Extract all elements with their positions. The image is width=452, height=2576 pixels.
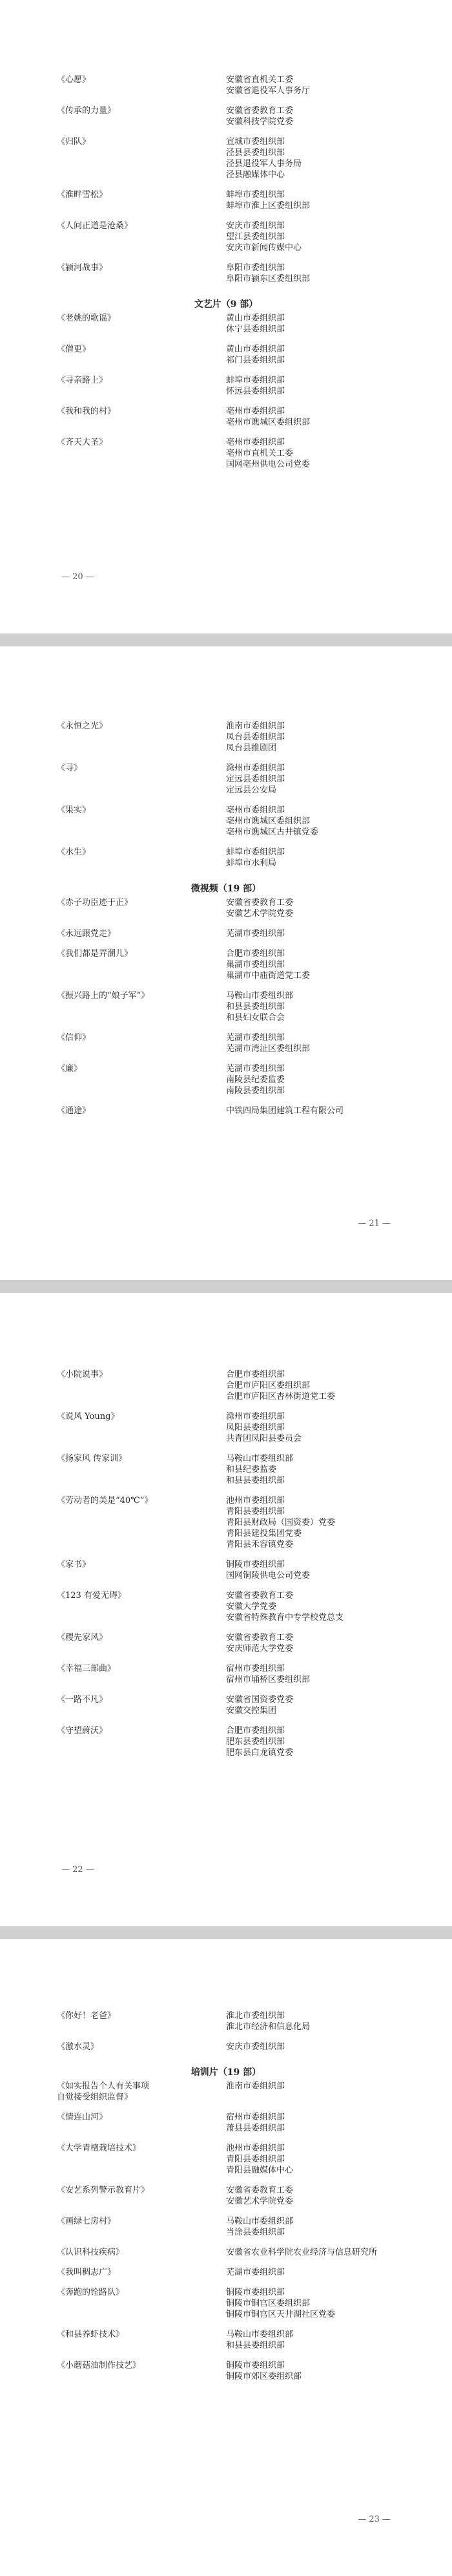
producing-organizations	[226, 1694, 433, 1716]
organization-name: 青阳县建投集团党委	[226, 1529, 302, 1538]
organization-name: 亳州市委组织部	[226, 407, 285, 416]
organization-name: 安徽省退役军人事务厅	[226, 86, 311, 96]
film-title: 《守望蔚沃》	[57, 1726, 108, 1736]
film-title: 《情连山河》	[57, 2113, 108, 2122]
organization-name: 安徽省委教育工委	[226, 2186, 294, 2195]
organization-name: 青阳县禾容镇党委	[226, 1540, 294, 1549]
film-title: 《劳动者的美是“40℃”》	[57, 1496, 153, 1506]
organization-name: 芜湖市委组织部	[226, 929, 285, 939]
page-number: — 23 —	[358, 2515, 391, 2524]
producing-organizations	[226, 1495, 433, 1550]
organization-name: 马鞍山市委组织部	[226, 1454, 294, 1464]
organization-name: 巢湖市中庙街道党工委	[226, 971, 311, 981]
organization-name: 安徽大学党委	[226, 1602, 277, 1612]
organization-name: 国网亳州供电公司党委	[226, 460, 311, 469]
organization-name: 和县县委组织部	[226, 1476, 285, 1485]
producing-organizations	[226, 2143, 433, 2176]
film-title: 《老姚的歌谣》	[57, 314, 116, 323]
organization-name: 望江县委组织部	[226, 232, 285, 242]
organization-name: 当涂县委组织部	[226, 2228, 285, 2237]
film-title: 《信仰》	[57, 1033, 91, 1043]
organization-name: 亳州市谯城区古井镇党委	[226, 827, 319, 837]
organization-name: 铜陵市委组织部	[226, 2361, 285, 2370]
film-title: 《人间正道是沧桑》	[57, 221, 133, 231]
film-title: 《幸福三部曲》	[57, 1664, 116, 1674]
organization-name: 宿州市埇桥区委组织部	[226, 1675, 311, 1685]
organization-name: 安徽艺术学院党委	[226, 2197, 294, 2206]
producing-organizations	[226, 1063, 433, 1096]
organization-name: 安庆师范大学党委	[226, 1644, 294, 1654]
organization-name: 怀远县委组织部	[226, 387, 285, 396]
film-title: 《画绿七房村》	[57, 2217, 116, 2226]
organization-name: 国网铜陵供电公司党委	[226, 1571, 311, 1581]
organization-name: 蚌埠市淮上区委组织部	[226, 201, 311, 211]
film-title: 《说风 Young》	[57, 1412, 119, 1421]
producing-organizations	[226, 1411, 433, 1444]
organization-name: 泾县县委组织部	[226, 148, 285, 158]
film-title: 《赤子功臣迹于正》	[57, 898, 133, 908]
organization-name: 宣城市委组织部	[226, 137, 285, 147]
producing-organizations	[226, 105, 433, 127]
organization-name: 安徽省特殊教育中专学校党总支	[226, 1613, 344, 1623]
producing-organizations	[226, 847, 433, 869]
organization-name: 凤阳县委组织部	[226, 1423, 285, 1432]
organization-name: 合肥市委组织部	[226, 1370, 285, 1379]
organization-name: 合肥市委组织部	[226, 1726, 285, 1736]
producing-organizations	[226, 2081, 433, 2092]
producing-organizations	[226, 1453, 433, 1486]
film-title: 《永远跟党走》	[57, 929, 116, 939]
organization-name: 祁门县委组织部	[226, 356, 285, 365]
organization-name: 铜陵市铜官区天井湖社区党委	[226, 2310, 336, 2319]
organization-name: 蚌埠市委组织部	[226, 847, 285, 857]
organization-name: 南陵县纪委监委	[226, 1075, 285, 1085]
organization-name: 池州市委组织部	[226, 2144, 285, 2153]
organization-name: 阜阳市委组织部	[226, 263, 285, 273]
organization-name: 泾县融媒体中心	[226, 170, 285, 180]
film-title: 《齐天大圣》	[57, 438, 108, 447]
organization-name: 安徽省直机关工委	[226, 75, 294, 85]
film-title: 《稷先家风》	[57, 1633, 108, 1643]
organization-name: 安徽省委教育工委	[226, 1591, 294, 1601]
film-title: 《我和我的村》	[57, 407, 116, 416]
organization-name: 芜湖市委组织部	[226, 1033, 285, 1043]
organization-name: 青阳县融媒体中心	[226, 2166, 294, 2175]
producing-organizations	[226, 805, 433, 838]
film-title: 《我叫稠志广》	[57, 2268, 116, 2277]
producing-organizations	[226, 344, 433, 366]
organization-name: 定远县公安局	[226, 785, 277, 795]
film-title: 《和县养虾技术》	[57, 2330, 125, 2339]
film-title: 《奔跑的铨路队》	[57, 2288, 125, 2297]
organization-name: 安徽省委教育工委	[226, 106, 294, 116]
organization-name: 黄山市委组织部	[226, 345, 285, 354]
organization-name: 蚌埠市委组织部	[226, 190, 285, 200]
producing-organizations	[226, 948, 433, 981]
film-title: 《传承的力量》	[57, 106, 116, 116]
organization-name: 合肥市庐阳区杏林街道党工委	[226, 1392, 336, 1401]
film-title: 《我们都是弄潮儿》	[57, 949, 133, 959]
producing-organizations	[226, 2216, 433, 2238]
organization-name: 凤台县推剧团	[226, 743, 277, 753]
film-title: 《认识科技疾病》	[57, 2248, 125, 2257]
organization-name: 滁州市委组织部	[226, 1412, 285, 1421]
organization-name: 蚌埠市委组织部	[226, 376, 285, 385]
film-title: 《僧更》	[57, 345, 91, 354]
organization-name: 芜湖市湾沚区委组织部	[226, 1044, 311, 1054]
organization-name: 亳州市委组织部	[226, 438, 285, 447]
organization-name: 池州市委组织部	[226, 1496, 285, 1506]
producing-organizations	[226, 2185, 433, 2207]
film-title: 《果实》	[57, 805, 91, 815]
organization-name: 铜陵市委组织部	[226, 2288, 285, 2297]
organization-name: 亳州市委组织部	[226, 805, 285, 815]
organization-name: 青阳县财政局（国资委）党委	[226, 1518, 336, 1528]
producing-organizations	[226, 2329, 433, 2351]
page-number: — 21 —	[358, 1219, 391, 1228]
producing-organizations	[226, 897, 433, 919]
organization-name: 安徽省农业科学院农业经济与信息研究所	[226, 2248, 378, 2257]
film-title: 《振兴路上的“娘子军”》	[57, 991, 150, 1001]
organization-name: 安徽省国资委党委	[226, 1695, 294, 1705]
organization-name: 滁州市委组织部	[226, 763, 285, 773]
producing-organizations	[226, 2360, 433, 2382]
organization-name: 和县妇女联合会	[226, 1013, 285, 1023]
producing-organizations	[226, 1590, 433, 1623]
organization-name: 亳州市谯城区委组织部	[226, 816, 311, 826]
organization-name: 芜湖市委组织部	[226, 1064, 285, 1074]
document-page	[0, 1293, 452, 1926]
organization-name: 和县纪委监委	[226, 1465, 277, 1474]
organization-name: 安庆市委组织部	[226, 2042, 285, 2052]
organization-name: 淮南市委组织部	[226, 721, 285, 731]
producing-organizations	[226, 2247, 433, 2258]
page-number: — 20 —	[61, 572, 94, 582]
organization-name: 马鞍山市委组织部	[226, 991, 294, 1001]
organization-name: 凤台县委组织部	[226, 732, 285, 742]
organization-name: 铜陵市铜官区委组织部	[226, 2299, 311, 2308]
organization-name: 合肥市庐阳区委组织部	[226, 1381, 311, 1390]
film-title: 《通途》	[57, 1106, 91, 1116]
film-title: 《大学青檀栽培技术》	[57, 2144, 141, 2153]
film-title: 《你好！老爸》	[57, 2011, 116, 2021]
producing-organizations	[226, 1559, 433, 1581]
document-page	[0, 1939, 452, 2576]
producing-organizations	[226, 1105, 433, 1116]
film-title: 《扬家风 传家训》	[57, 1454, 127, 1464]
film-title: 《小院说事》	[57, 1370, 108, 1379]
film-title: 《永恒之光》	[57, 721, 108, 731]
organization-name: 马鞍山市委组织部	[226, 2217, 294, 2226]
section-heading: 培训片（19 部）	[190, 2067, 262, 2078]
organization-name: 宿州市委组织部	[226, 1664, 285, 1674]
organization-name: 合肥市委组织部	[226, 949, 285, 959]
organization-name: 安徽交控集团	[226, 1706, 277, 1716]
organization-name: 萧县县委组织部	[226, 2124, 285, 2133]
organization-name: 青阳县委组织部	[226, 2155, 285, 2164]
film-title: 《一路不凡》	[57, 1695, 108, 1705]
document-page	[0, 0, 452, 633]
organization-name: 阜阳市颍东区委组织部	[226, 274, 311, 284]
producing-organizations	[226, 721, 433, 754]
organization-name: 定远县委组织部	[226, 774, 285, 784]
producing-organizations	[226, 136, 433, 180]
organization-name: 蚌埠市水利局	[226, 858, 277, 868]
producing-organizations	[226, 406, 433, 428]
organization-name: 泾县退役军人事务局	[226, 159, 302, 169]
organization-name: 铜陵市委组织部	[226, 1560, 285, 1570]
producing-organizations	[226, 2287, 433, 2320]
organization-name: 南陵县委组织部	[226, 1086, 285, 1096]
page-number: — 22 —	[61, 1865, 94, 1875]
film-title: 《小蘑菇油制作技艺》	[57, 2361, 141, 2370]
organization-name: 安庆市委组织部	[226, 221, 285, 231]
organization-name: 马鞍山市委组织部	[226, 2330, 294, 2339]
producing-organizations	[226, 1632, 433, 1654]
organization-name: 和县县委组织部	[226, 2341, 285, 2350]
film-title: 《颍河战事》	[57, 263, 108, 273]
producing-organizations	[226, 2112, 433, 2134]
film-title: 《归队》	[57, 137, 91, 147]
organization-name: 安徽科技学院党委	[226, 117, 294, 127]
producing-organizations	[226, 2010, 433, 2032]
document-page	[0, 646, 452, 1280]
film-title: 《寻》	[57, 763, 83, 773]
organization-name: 巢湖市委组织部	[226, 960, 285, 970]
producing-organizations	[226, 262, 433, 284]
organization-name: 肥东县白龙镇党委	[226, 1748, 294, 1758]
section-heading: 微视频（19 部）	[190, 884, 262, 894]
producing-organizations	[226, 1369, 433, 1402]
producing-organizations	[226, 1663, 433, 1685]
organization-name: 黄山市委组织部	[226, 314, 285, 323]
organization-name: 淮北市经济和信息化局	[226, 2022, 311, 2032]
organization-name: 芜湖市委组织部	[226, 2268, 285, 2277]
organization-name: 安徽艺术学院党委	[226, 909, 294, 919]
producing-organizations	[226, 2267, 433, 2278]
organization-name: 亳州市直机关工委	[226, 449, 294, 458]
film-title: 《寻亲路上》	[57, 376, 108, 385]
organization-name: 青阳县委组织部	[226, 1507, 285, 1517]
producing-organizations	[226, 220, 433, 253]
film-title: 《廉》	[57, 1064, 83, 1074]
film-title: 《123 有爱无碍》	[57, 1591, 126, 1601]
organization-name: 淮北市委组织部	[226, 2011, 285, 2021]
organization-name: 肥东县委组织部	[226, 1737, 285, 1747]
film-title: 《心愿》	[57, 75, 91, 85]
producing-organizations	[226, 189, 433, 211]
film-title: 《水生》	[57, 847, 91, 857]
organization-name: 亳州市谯城区委组织部	[226, 418, 311, 427]
producing-organizations	[226, 2041, 433, 2052]
organization-name: 淮南市委组织部	[226, 2081, 285, 2091]
organization-name: 中铁四局集团建筑工程有限公司	[226, 1106, 344, 1116]
producing-organizations	[226, 313, 433, 335]
organization-name: 安庆市新闻传媒中心	[226, 243, 302, 253]
film-title: 《安艺系列警示教育片》	[57, 2186, 150, 2195]
organization-name: 安徽省委教育工委	[226, 898, 294, 908]
section-heading: 文艺片（9 部）	[194, 299, 258, 310]
film-title: 《如实报告个人有关事项 自觉接受组织监督》	[57, 2081, 150, 2102]
film-title: 《家书》	[57, 1560, 91, 1570]
organization-name: 铜陵市郊区委组织部	[226, 2372, 302, 2381]
producing-organizations	[226, 928, 433, 939]
organization-name: 安徽省委教育工委	[226, 1633, 294, 1643]
organization-name: 休宁县委组织部	[226, 325, 285, 334]
producing-organizations	[226, 990, 433, 1023]
producing-organizations	[226, 437, 433, 470]
producing-organizations	[226, 1032, 433, 1054]
film-title: 《淮畔雪松》	[57, 190, 108, 200]
organization-name: 宿州市委组织部	[226, 2113, 285, 2122]
organization-name: 共青团凤阳县委员会	[226, 1434, 302, 1443]
producing-organizations	[226, 1725, 433, 1758]
organization-name: 和县县委组织部	[226, 1002, 285, 1012]
producing-organizations	[226, 375, 433, 397]
producing-organizations	[226, 763, 433, 796]
film-title: 《激水灵》	[57, 2042, 99, 2052]
producing-organizations	[226, 74, 433, 96]
